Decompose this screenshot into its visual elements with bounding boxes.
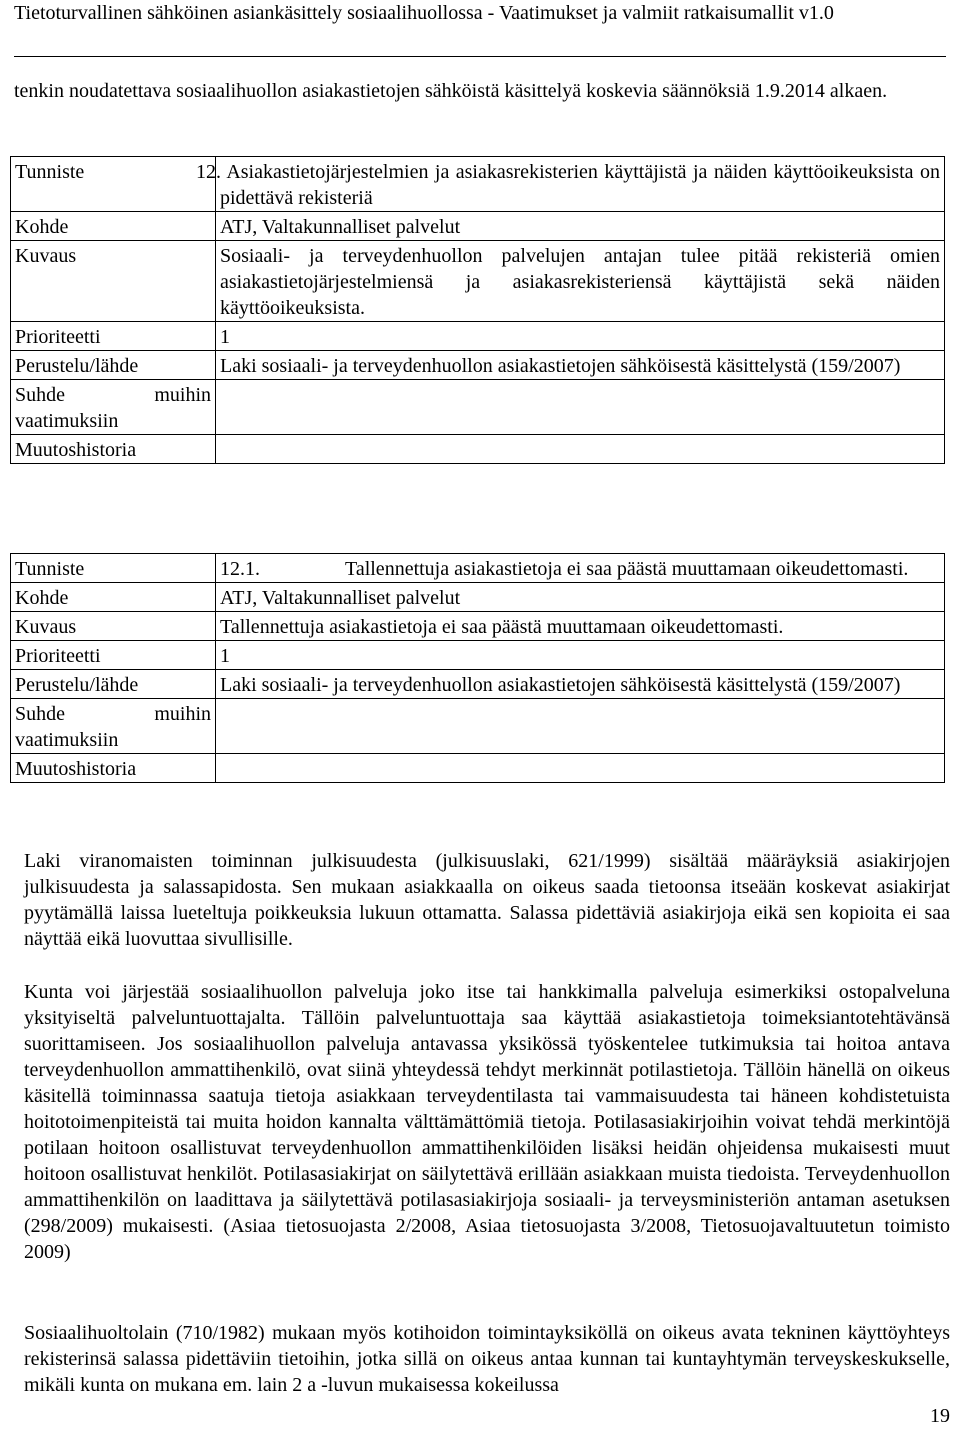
value-perustelu: Laki sosiaali- ja terveydenhuollon asiakastietojen sähköisestä käsittelystä (159/2007)	[216, 351, 945, 380]
label-tunniste: Tunniste	[11, 157, 216, 212]
label-prioriteetti: Prioriteetti	[11, 641, 216, 670]
value-prioriteetti: 1	[216, 322, 945, 351]
value-kohde: ATJ, Valtakunnalliset palvelut	[216, 583, 945, 612]
row-perustelu	[11, 351, 945, 380]
value-muutoshistoria	[216, 754, 945, 783]
row-muutoshistoria	[11, 435, 945, 464]
value-tunniste: 12. Asiakastietojärjestelmien ja asiakasrekisterien käyttäjistä ja näiden käyttöoikeuksista on pidettävä rekisteriä	[216, 157, 945, 212]
row-prioriteetti	[11, 322, 945, 351]
paragraph-sosiaalihuoltolaki: Sosiaalihuoltolain (710/1982) mukaan myös kotihoidon toimintayksiköllä on oikeus avata tekninen käyttöyhteys rekisterinsä salassa pidettäviin tietoihin, jotka sillä on oikeus antaa kunnan tai kuntayhtymän terveyskeskukselle, mikäli kunta on mukana em. lain 2 a -luvun mukaisessa kokeilussa	[24, 1322, 950, 1396]
page-number: 19	[930, 1405, 950, 1427]
tunniste-line	[220, 556, 940, 582]
value-kohde: ATJ, Valtakunnalliset palvelut	[216, 212, 945, 241]
label-muutoshistoria: Muutoshistoria	[11, 435, 216, 464]
row-kuvaus	[11, 612, 945, 641]
label-prioriteetti: Prioriteetti	[11, 322, 216, 351]
row-suhde	[11, 380, 945, 435]
document-title: Tietoturvallinen sähköinen asiankäsittely sosiaalihuollossa - Vaatimukset ja valmiit ratkaisumallit v1.0	[14, 2, 834, 24]
value-kuvaus: Tallennettuja asiakastietoja ei saa päästä muuttamaan oikeudettomasti.	[216, 612, 945, 641]
value-perustelu: Laki sosiaali- ja terveydenhuollon asiakastietojen sähköisestä käsittelystä (159/2007)	[216, 670, 945, 699]
label-kohde: Kohde	[11, 583, 216, 612]
paragraph-julkisuuslaki: Laki viranomaisten toiminnan julkisuudesta (julkisuuslaki, 621/1999) sisältää määräyksiä asiakirjojen julkisuudesta ja salassapidosta. Sen mukaan asiakkaalla on oikeus saada tietoonsa itseään koskevat asiakirjat pyytämällä laissa lueteltuja poikkeuksia lukuun ottamatta. Salassa pidettäviä asiakirjoja eikä sen kopioita ei saa näyttää eikä luovuttaa sivullisille.	[24, 850, 950, 950]
row-tunniste	[11, 554, 945, 583]
row-kohde	[11, 212, 945, 241]
paragraph-ostopalvelu: Kunta voi järjestää sosiaalihuollon palveluja joko itse tai hankkimalla palveluja esimerkiksi ostopalveluna yksityiseltä palveluntuottajalta. Tällöin palveluntuottaja saa käyttää asiakastietoja toimeksiantotehtävänsä suorittamiseen. Jos sosiaalihuollon palveluja antavassa yksikössä työskentelee tutkimuksia tai hoitoa antava terveydenhuollon ammattihenkilö, ovat siinä yhteydessä tehdyt merkinnät potilastietoja. Tällöin hänellä on oikeus käsitellä toiminnassa saatuja tietoja asiakkaan terveydentilasta tai vammaisuudesta tai häneen kohdistetuista hoitotoimenpiteistä tai muita hoidon kannalta välttämättömiä tietoja. Potilasasiakirjoihin voivat tehdä merkintöjä potilaan hoitoon osallistuvat terveydenhuollon ammattihenkilöiden lisäksi heidän ohjeidensa mukaisesti muut hoitoon osallistuvat henkilöt. Potilasasiakirjat on säilytettävä erillään asiakkaan muista tiedoista. Terveydenhuollon ammattihenkilön on laadittava ja säilytettävä potilasasiakirjoja sosiaali- ja terveysministeriön antaman asetuksen (298/2009) mukaisesti. (Asiaa tietosuojasta 2/2008, Asiaa tietosuojasta 3/2008, Tietosuojavaltuutetun toimisto 2009)	[24, 981, 950, 1263]
requirement-table-12	[10, 156, 945, 464]
label-perustelu: Perustelu/lähde	[11, 351, 216, 380]
label-suhde: Suhde muihin vaatimuksiin	[11, 380, 216, 435]
intro-text: tenkin noudatettava sosiaalihuollon asiakastietojen sähköistä käsittelyä koskevia säännöksiä 1.9.2014 alkaen.	[14, 80, 888, 102]
value-prioriteetti: 1	[216, 641, 945, 670]
label-kuvaus: Kuvaus	[11, 612, 216, 641]
header-divider	[14, 56, 946, 57]
row-suhde	[11, 699, 945, 754]
value-tunniste	[216, 554, 945, 583]
value-suhde	[216, 699, 945, 754]
requirement-number: 12.1.	[220, 558, 260, 580]
label-kuvaus: Kuvaus	[11, 241, 216, 322]
row-tunniste	[11, 157, 945, 212]
label-tunniste: Tunniste	[11, 554, 216, 583]
value-kuvaus: Sosiaali- ja terveydenhuollon palvelujen antajan tulee pitää rekisteriä omien asiakastietojärjestelmiensä ja asiakasrekisteriensä käyttäjistä sekä näiden käyttöoikeuksista.	[216, 241, 945, 322]
value-muutoshistoria	[216, 435, 945, 464]
row-muutoshistoria	[11, 754, 945, 783]
label-muutoshistoria: Muutoshistoria	[11, 754, 216, 783]
requirement-title: Tallennettuja asiakastietoja ei saa päästä muuttamaan oikeudettomasti.	[345, 558, 909, 580]
row-kohde	[11, 583, 945, 612]
document-header	[14, 0, 946, 26]
label-kohde: Kohde	[11, 212, 216, 241]
requirement-table-12-1	[10, 553, 945, 783]
row-prioriteetti	[11, 641, 945, 670]
row-perustelu	[11, 670, 945, 699]
label-perustelu: Perustelu/lähde	[11, 670, 216, 699]
row-kuvaus	[11, 241, 945, 322]
label-suhde: Suhde muihin vaatimuksiin	[11, 699, 216, 754]
value-suhde	[216, 380, 945, 435]
